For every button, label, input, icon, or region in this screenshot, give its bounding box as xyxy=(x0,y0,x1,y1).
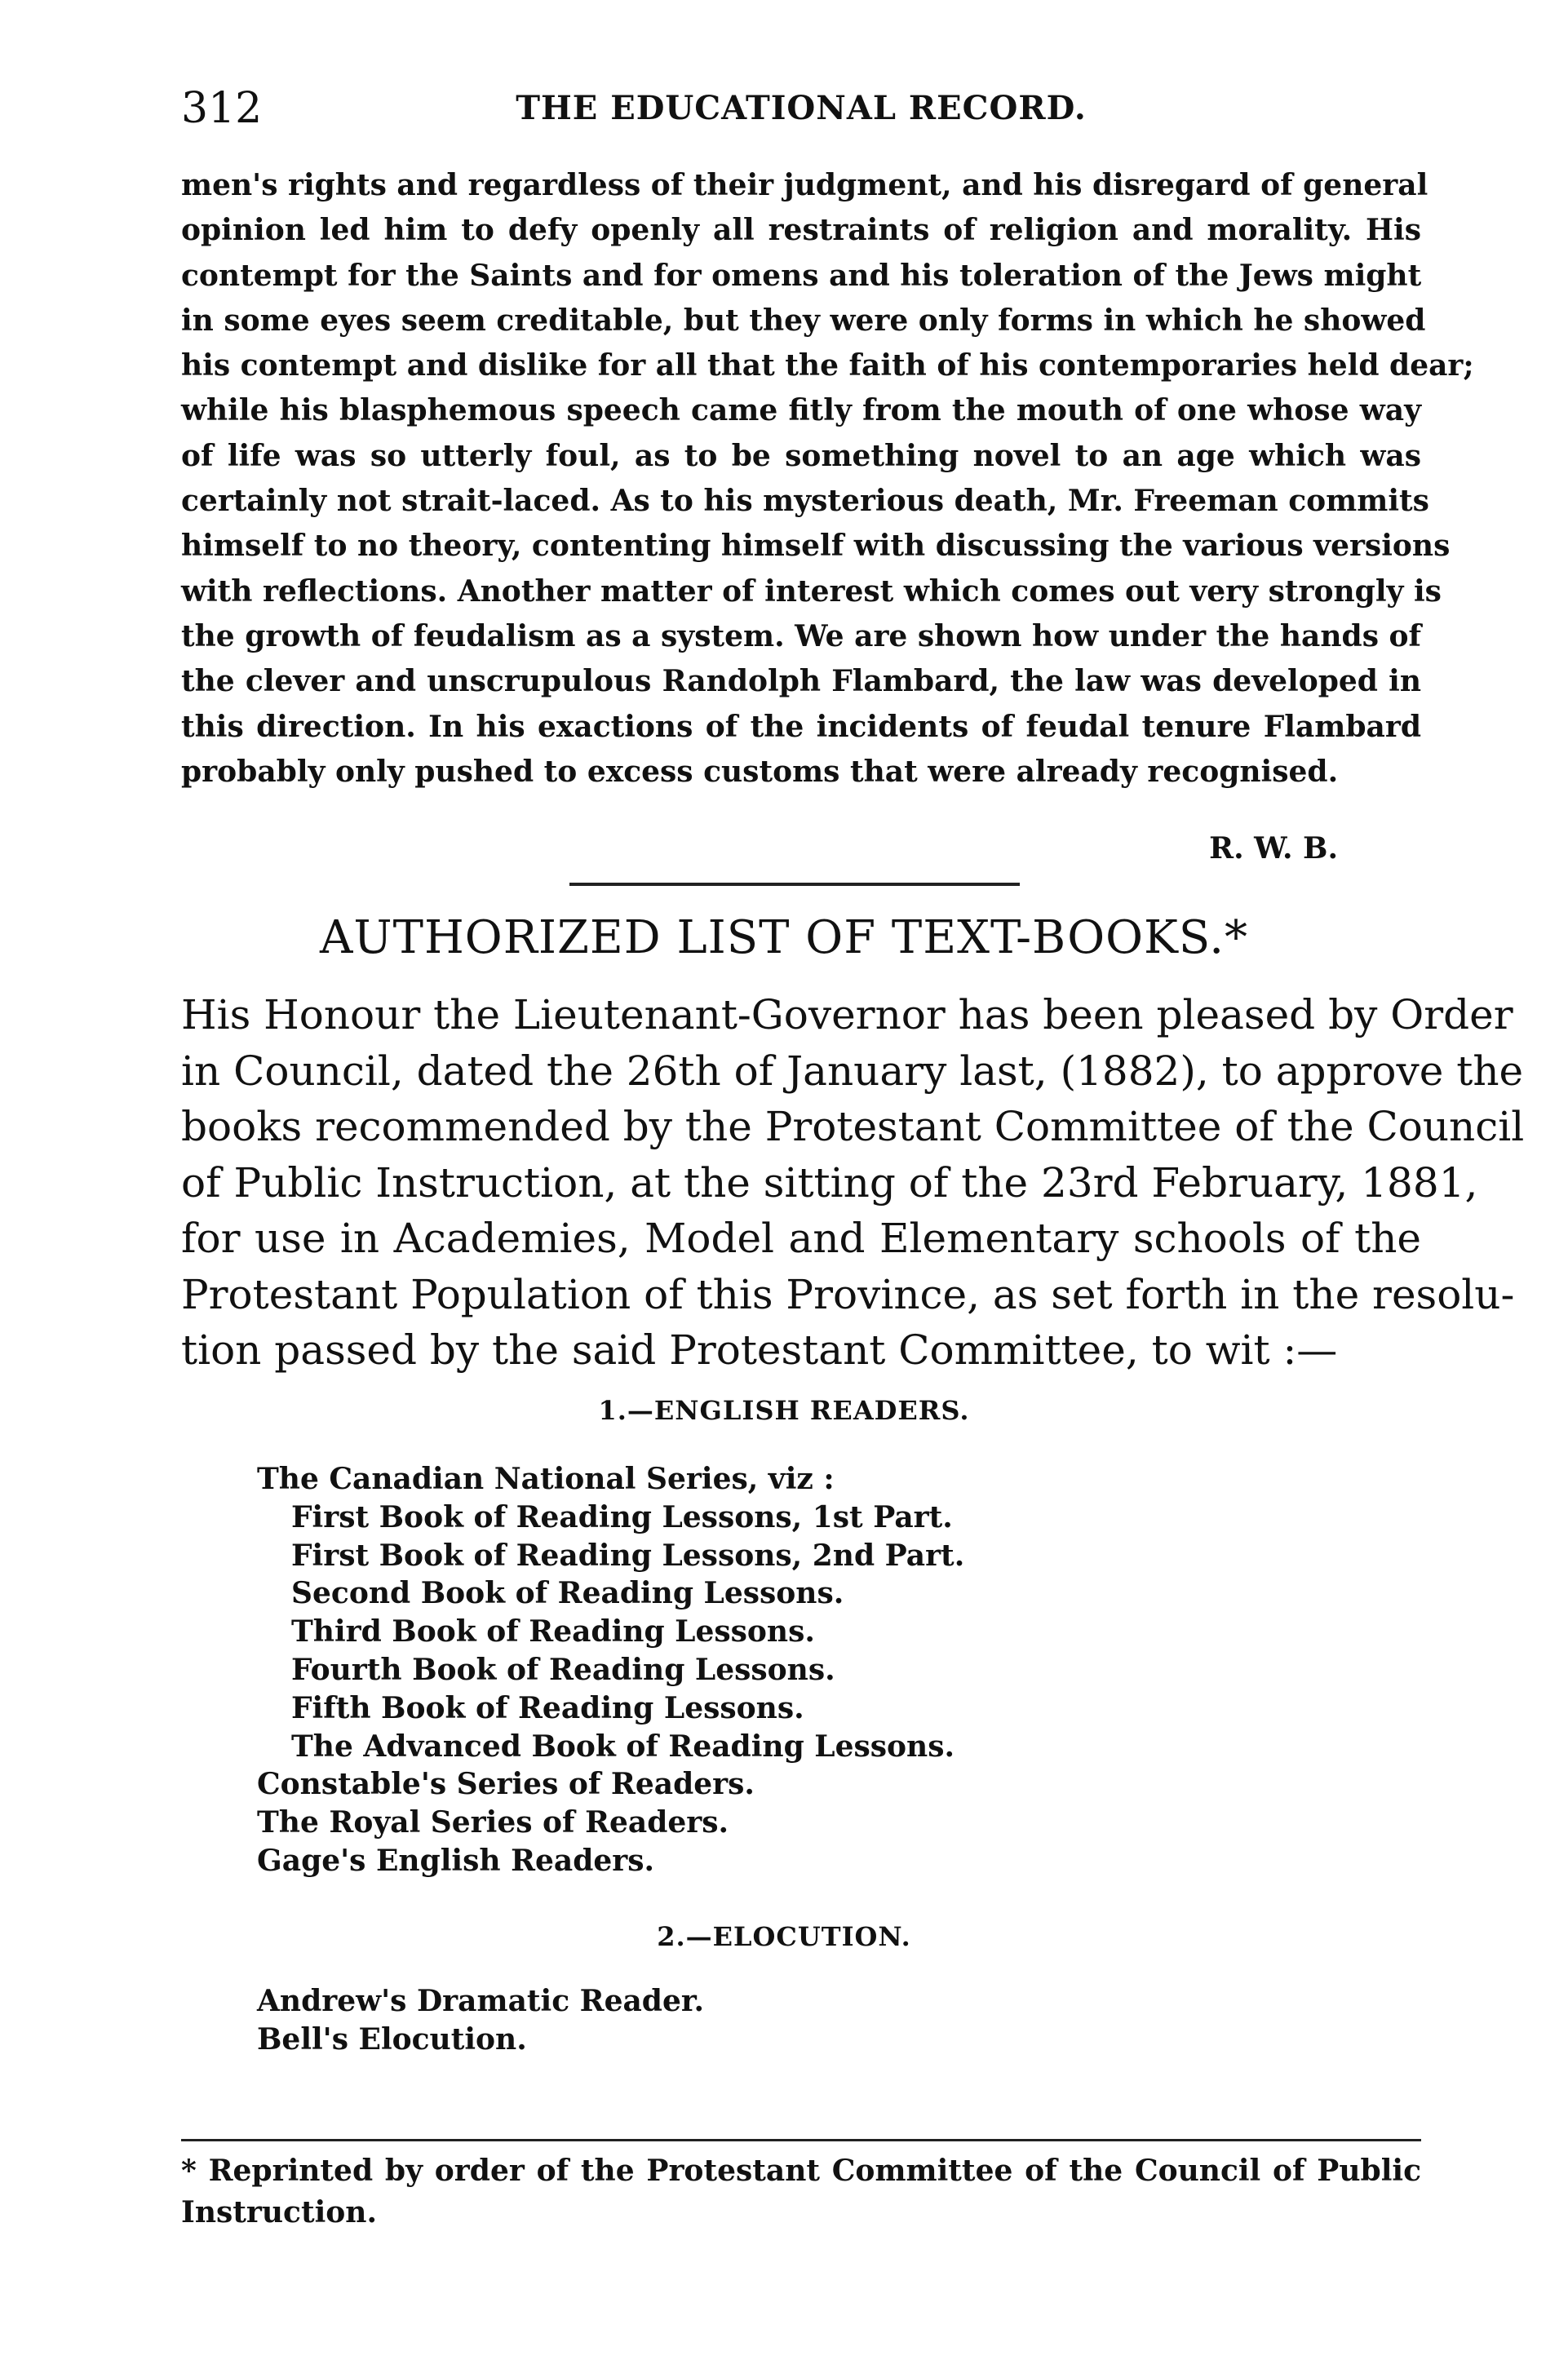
text-line: of life was so utterly foul, as to be something novel to an age which was xyxy=(181,438,1421,473)
list-item: The Canadian National Series, viz : xyxy=(257,1462,835,1496)
text-line: this direction. In his exactions of the incidents of feudal tenure Flambard xyxy=(181,709,1421,744)
subheading-english-readers: 1.—ENGLISH READERS. xyxy=(598,1395,970,1426)
order-paragraph xyxy=(181,987,1525,1379)
text-line: his contempt and dislike for all that the faith of his contemporaries held dear; xyxy=(181,348,1474,383)
list-item: Bell's Elocution. xyxy=(257,2021,527,2057)
list-item: First Book of Reading Lessons, 1st Part. xyxy=(291,1499,953,1534)
text-line: for use in Academies, Model and Elementary schools of the xyxy=(181,1215,1421,1262)
english-readers-list xyxy=(257,1460,964,1880)
page-header xyxy=(181,80,1421,137)
list-item: Constable's Series of Readers. xyxy=(257,1767,755,1802)
list-item: Andrew's Dramatic Reader. xyxy=(257,1984,705,2018)
text-line: probably only pushed to excess customs that were already recognised. xyxy=(181,754,1339,789)
list-item: First Book of Reading Lessons, 2nd Part. xyxy=(291,1538,965,1573)
text-line: the clever and unscrupulous Randolph Flambard, the law was developed in xyxy=(181,664,1421,699)
section-divider xyxy=(569,883,1020,886)
text-line: certainly not strait-laced. As to his mysterious death, Mr. Freeman commits xyxy=(181,484,1429,519)
text-line: men's rights and regardless of their judgment, and his disregard of general xyxy=(181,168,1428,202)
list-item: Second Book of Reading Lessons. xyxy=(291,1576,844,1611)
review-paragraph xyxy=(181,163,1474,795)
text-line: in some eyes seem creditable, but they were only forms in which he showed xyxy=(181,303,1426,338)
running-head: THE EDUCATIONAL RECORD. xyxy=(516,89,1087,127)
footnote-line: Instruction. xyxy=(181,2195,377,2229)
text-line: books recommended by the Protestant Committee of the Council xyxy=(181,1103,1525,1150)
text-line: tion passed by the said Protestant Committee, to wit :— xyxy=(181,1326,1338,1374)
list-item: The Advanced Book of Reading Lessons. xyxy=(291,1729,955,1764)
list-item: Gage's English Readers. xyxy=(257,1843,655,1878)
footnote xyxy=(181,2150,1421,2234)
footnote-divider xyxy=(181,2139,1421,2141)
text-line: opinion led him to defy openly all restraints of religion and morality. His xyxy=(181,213,1421,248)
elocution-list xyxy=(257,1982,704,2059)
text-line: the growth of feudalism as a system. We are shown how under the hands of xyxy=(181,618,1422,653)
page-number: 312 xyxy=(181,84,263,133)
footnote-line: * Reprinted by order of the Protestant Committee of the Council of Public xyxy=(181,2154,1421,2188)
review-signature: R. W. B. xyxy=(1209,831,1338,866)
list-item: Third Book of Reading Lessons. xyxy=(291,1614,815,1649)
text-line: with reflections. Another matter of interest which comes out very strongly is xyxy=(181,573,1442,609)
text-line: while his blasphemous speech came fitly from the mouth of one whose way xyxy=(181,393,1421,428)
text-line: Protestant Population of this Province, as set forth in the resolu- xyxy=(181,1270,1515,1318)
list-item: Fifth Book of Reading Lessons. xyxy=(291,1690,804,1725)
text-line: of Public Instruction, at the sitting of the 23rd February, 1881, xyxy=(181,1158,1478,1207)
subheading-elocution: 2.—ELOCUTION. xyxy=(657,1921,911,1952)
text-line: contempt for the Saints and for omens and his toleration of the Jews might xyxy=(181,258,1422,293)
list-item: The Royal Series of Readers. xyxy=(257,1805,729,1840)
text-line: His Honour the Lieutenant-Governor has been pleased by Order xyxy=(181,991,1513,1038)
text-line: himself to no theory, contenting himself with discussing the various versions xyxy=(181,529,1451,564)
section-title: AUTHORIZED LIST OF TEXT-BOOKS.* xyxy=(319,911,1249,964)
list-item: Fourth Book of Reading Lessons. xyxy=(291,1652,835,1687)
text-line: in Council, dated the 26th of January last, (1882), to approve the xyxy=(181,1047,1524,1095)
